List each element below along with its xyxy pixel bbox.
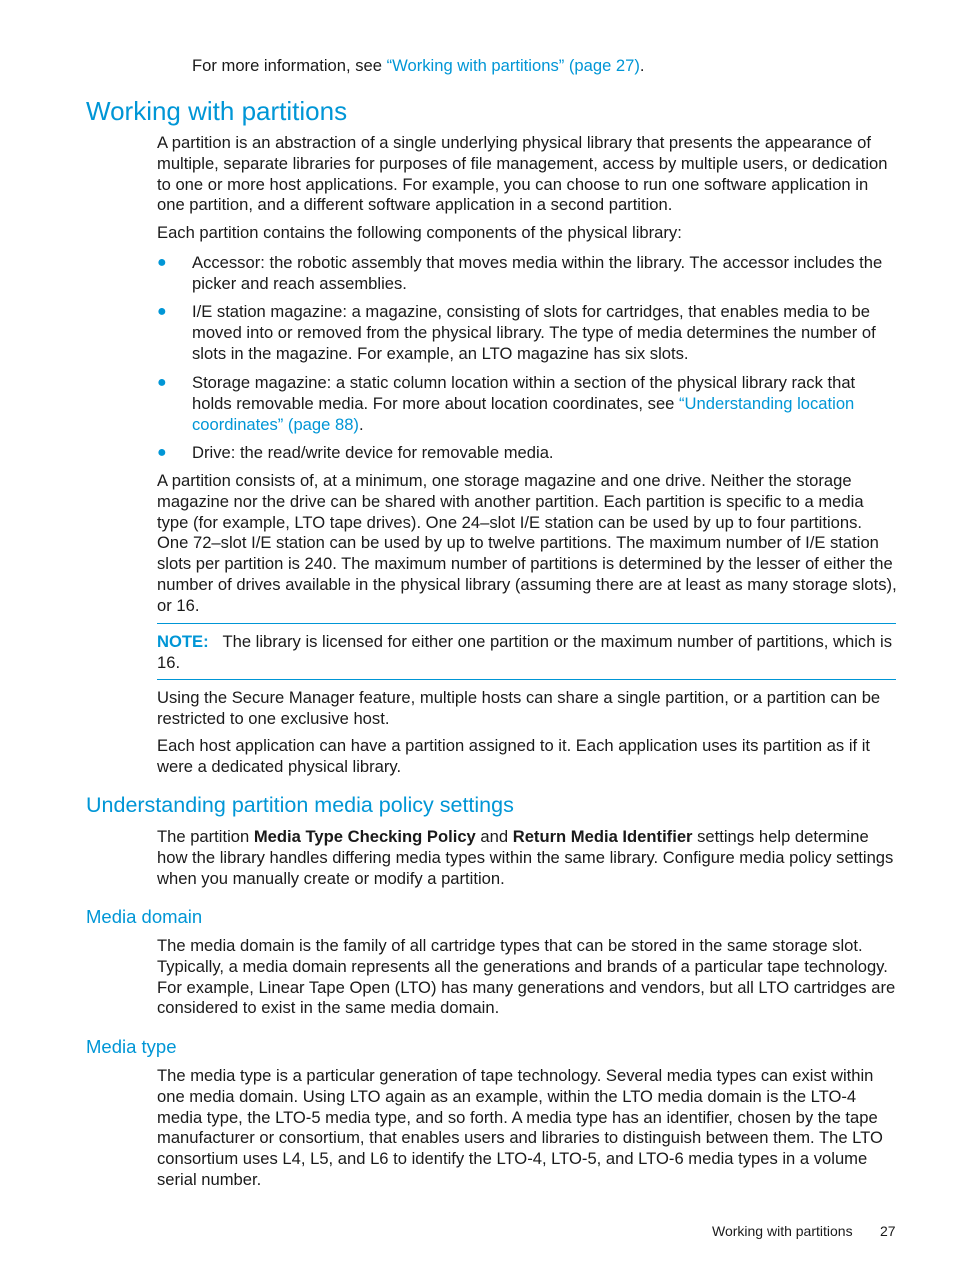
paragraph-media-domain: The media domain is the family of all cartridge types that can be stored in the same storage slot. Typically, a media domain represents all the generations and brands of a particular tape technology. For example, Linear Tape Open (LTO) has many generations and vendors, but all LTO cartridges are considered to exist in the same media domain. xyxy=(157,936,896,1018)
bullet-icon: ● xyxy=(157,374,167,391)
paragraph-components-intro: Each partition contains the following components of the physical library: xyxy=(157,223,682,242)
storage-magazine-text: Storage magazine: a static column location within a section of the physical library rack that holds removable media. For more about location coordinates, see xyxy=(192,373,856,413)
section-title-media-policy-settings: Understanding partition media policy settings xyxy=(86,793,514,817)
footer-section-name: Working with partitions xyxy=(712,1223,853,1239)
list-item-text: I/E station magazine: a magazine, consisting of slots for cartridges, that enables media to be moved into or removed from the physical library. The type of media determines the number of slots in the magazine. For example, an LTO magazine has six slots. xyxy=(192,302,876,363)
section-title-media-type: Media type xyxy=(86,1036,177,1057)
section-title-media-domain: Media domain xyxy=(86,906,203,927)
return-media-identifier-term: Return Media Identifier xyxy=(512,827,693,846)
working-with-partitions-link[interactable]: “Working with partitions” (page 27) xyxy=(386,56,640,75)
list-item-text xyxy=(192,373,897,435)
media-policy-suffix: settings help determine how the library handles differing media types within the same library. Configure media policy settings when you manually create or modify a partition. xyxy=(157,827,894,888)
understanding-location-coordinates-link[interactable]: “Understanding location coordinates” (page 88) xyxy=(192,393,855,434)
intro-suffix: . xyxy=(639,56,645,75)
bullet-icon: ● xyxy=(157,254,167,271)
list-item-text: Accessor: the robotic assembly that moves media within the library. The accessor includes the picker and reach assemblies. xyxy=(192,253,883,293)
note-bottom-divider xyxy=(157,679,896,680)
note-top-divider xyxy=(157,623,896,624)
note-text: The library is licensed for either one partition or the maximum number of partitions, which is 16. xyxy=(157,632,893,672)
media-policy-mid: and xyxy=(475,827,513,846)
paragraph-partition-definition: A partition is an abstraction of a single underlying physical library that presents the appearance of multiple, separate libraries for purposes of file management, access by multiple users, or dedication to one or more host applications. For example, you can choose to run one software application in one partition, and a different software application in a second partition. xyxy=(157,133,888,215)
list-item-ie-station-magazine xyxy=(157,302,897,365)
list-item-text: Drive: the read/write device for removable media. xyxy=(192,443,554,462)
intro-prefix: For more information, see xyxy=(192,56,387,75)
paragraph-media-type: The media type is a particular generation of tape technology. Several media types can exist within one media domain. Using LTO again as an example, within the LTO media domain is the LTO-4 media type, the LTO-5 media type, and so forth. A media type has an identifier, chosen by the tape manufacturer or consortium, that enables users and libraries to distinguish between them. The LTO consortium uses L4, L5, and L6 to identify the LTO-4, LTO-5, and LTO-6 media types in a volume serial number. xyxy=(157,1066,883,1189)
paragraph-secure-manager: Using the Secure Manager feature, multiple hosts can share a single partition, or a partition can be restricted to one exclusive host. xyxy=(157,688,881,728)
list-item-drive xyxy=(157,443,897,464)
footer-page-number: 27 xyxy=(880,1223,896,1239)
paragraph-host-application: Each host application can have a partition assigned to it. Each application uses its partition as if it were a dedicated physical library. xyxy=(157,736,871,776)
list-item-storage-magazine xyxy=(157,373,897,436)
note-label: NOTE: xyxy=(157,632,209,651)
paragraph-partition-limits: A partition consists of, at a minimum, one storage magazine and one drive. Neither the storage magazine nor the drive can be shared with another partition. Each partition is specific to a media type (for example, LTO tape drives). One 24–slot I/E station can be used by up to four partitions. One 72–slot I/E station can be used by up to twelve partitions. The maximum number of I/E station slots per partition is 240. The maximum number of partitions is determined by the lesser of either the number of drives available in the physical library (assuming there are at least as many storage slots), or 16. xyxy=(157,471,897,615)
bullet-icon: ● xyxy=(157,303,167,320)
note-block xyxy=(157,632,897,674)
storage-magazine-suffix: . xyxy=(358,414,364,434)
list-item-accessor xyxy=(157,253,897,295)
section-title-working-with-partitions: Working with partitions xyxy=(86,96,348,126)
media-type-checking-policy-term: Media Type Checking Policy xyxy=(253,827,476,846)
paragraph-media-policy xyxy=(157,827,897,889)
bullet-icon: ● xyxy=(157,444,167,461)
media-policy-prefix: The partition xyxy=(157,827,254,846)
intro-line xyxy=(192,56,912,77)
